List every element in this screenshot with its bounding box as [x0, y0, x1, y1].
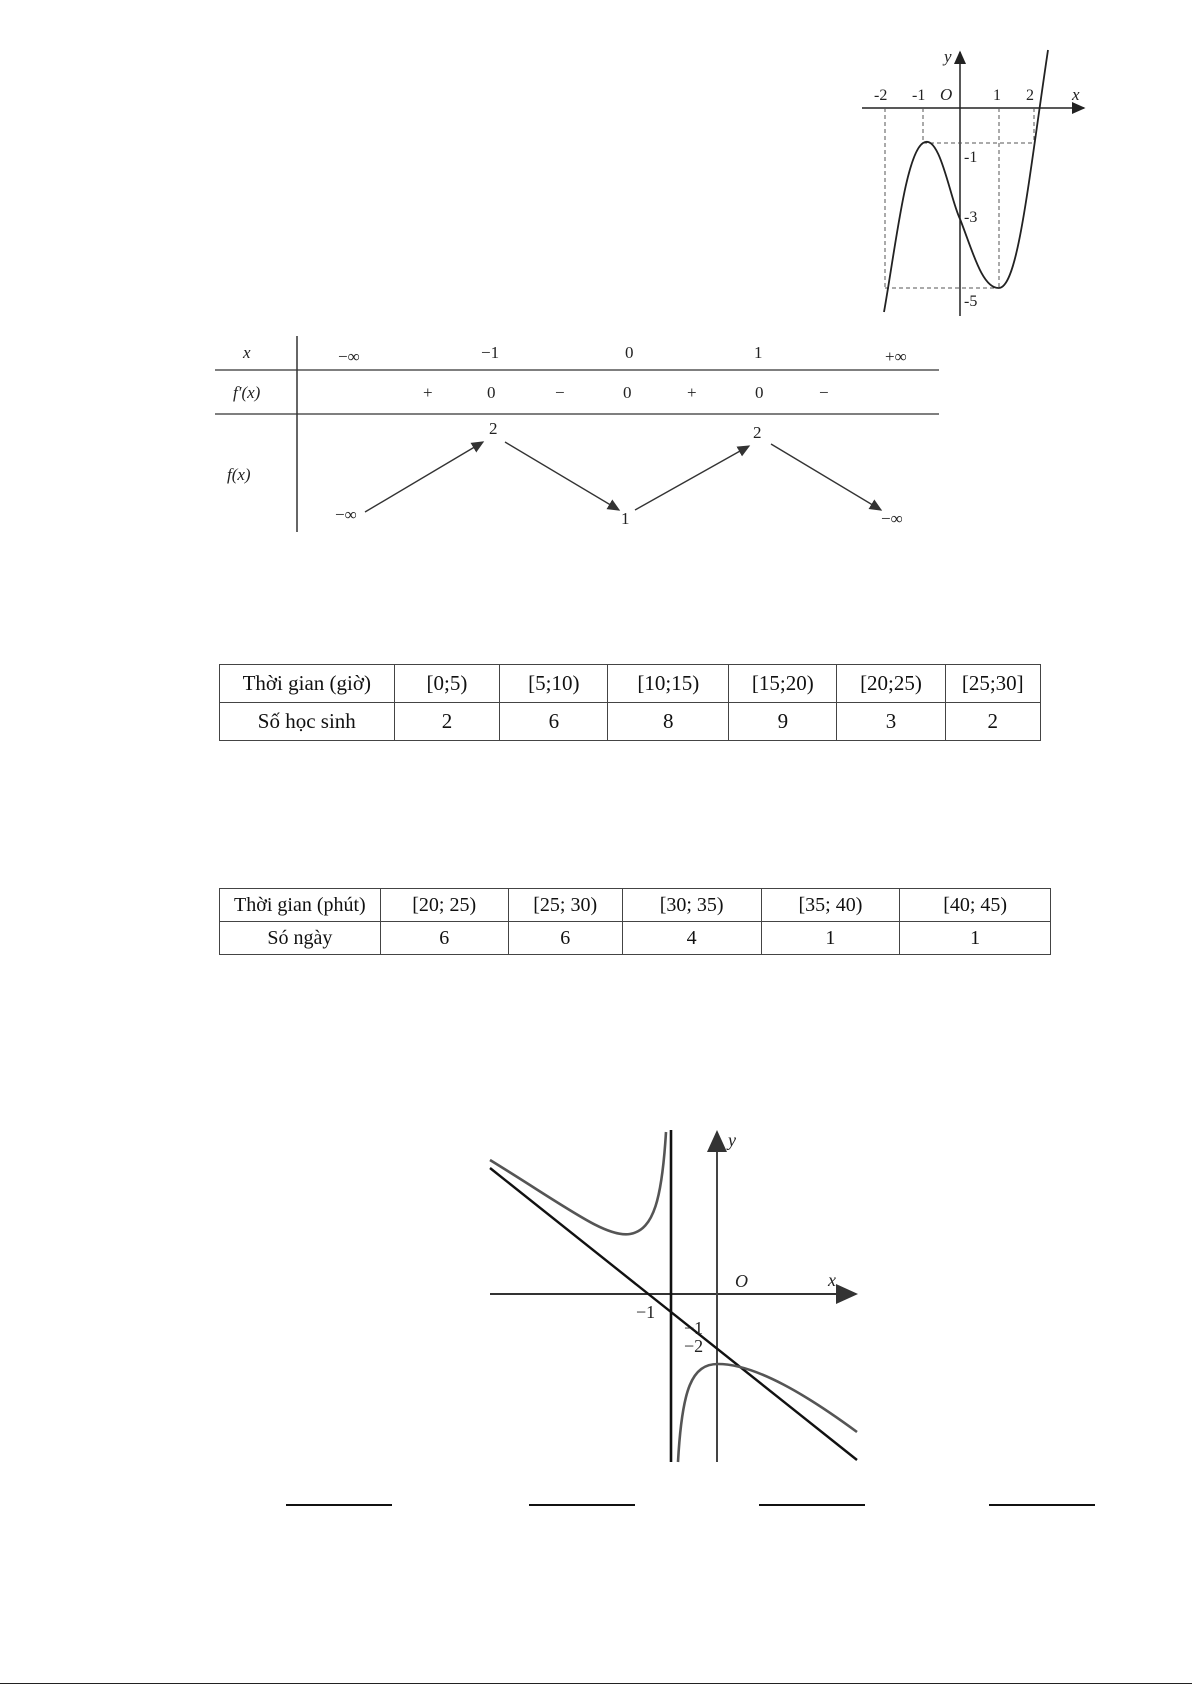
minutes-table: [219, 888, 1051, 955]
y-tick: -3: [964, 209, 978, 226]
table-header-cell: [30; 35): [622, 889, 761, 922]
table-cell: 1: [761, 922, 900, 955]
cubic-function-graph: [860, 44, 1100, 320]
y-tick: -1: [964, 149, 978, 166]
origin-label: O: [940, 85, 953, 104]
table-row: [220, 922, 1051, 955]
f-value-end: −∞: [881, 509, 903, 528]
cubic-curve: [884, 50, 1048, 312]
table-row: [220, 703, 1041, 741]
row-label-x: x: [243, 343, 251, 362]
table-header-cell: Thời gian (giờ): [220, 665, 395, 703]
table-cell: 8: [608, 703, 729, 741]
table-cell: 6: [500, 703, 608, 741]
variation-table: [215, 334, 950, 534]
derivative-sign: 0: [623, 383, 632, 402]
table-cell: 2: [394, 703, 500, 741]
answer-blank: [286, 1504, 392, 1506]
y-tick: -5: [964, 293, 978, 310]
x-value: 1: [754, 343, 763, 362]
table-row: [220, 665, 1041, 703]
x-tick: 2: [1026, 87, 1034, 104]
oblique-asymptote: [490, 1168, 857, 1460]
x-axis-label: x: [828, 1270, 836, 1290]
derivative-sign: −: [555, 383, 565, 402]
f-value-start: −∞: [335, 505, 357, 524]
f-value-max2: 2: [753, 423, 762, 442]
point-label: −2: [684, 1336, 704, 1356]
derivative-sign: 0: [487, 383, 496, 402]
table-cell: Só ngày: [220, 922, 381, 955]
x-value: +∞: [885, 347, 907, 366]
table-cell: 1: [900, 922, 1051, 955]
x-value: −∞: [338, 347, 360, 366]
row-label-f: f(x): [227, 465, 251, 484]
variation-arrows: [365, 442, 881, 512]
table-cell: 6: [508, 922, 622, 955]
table-cell: Số học sinh: [220, 703, 395, 741]
y-axis-label: y: [728, 1130, 736, 1150]
derivative-sign: +: [423, 383, 433, 402]
x-tick: -1: [912, 87, 926, 104]
table-header-cell: [5;10): [500, 665, 608, 703]
table-cell: 2: [945, 703, 1040, 741]
table-header-cell: [25;30]: [945, 665, 1040, 703]
table-header-cell: [20;25): [837, 665, 945, 703]
table-header-cell: [0;5): [394, 665, 500, 703]
x-value: 0: [625, 343, 634, 362]
table-row: [220, 889, 1051, 922]
y-axis-label: y: [944, 47, 952, 66]
origin-label: O: [735, 1271, 748, 1291]
point-label: −1: [636, 1302, 656, 1322]
table-header-cell: [35; 40): [761, 889, 900, 922]
derivative-sign: +: [687, 383, 697, 402]
x-value: −1: [481, 343, 500, 362]
row-label-derivative: f′(x): [233, 383, 261, 402]
hyperbola-upper-branch: [490, 1132, 666, 1234]
answer-blank: [759, 1504, 865, 1506]
derivative-sign: −: [819, 383, 829, 402]
answer-blank: [989, 1504, 1095, 1506]
hyperbola-lower-branch: [678, 1364, 857, 1462]
study-hours-table: [219, 664, 1041, 741]
x-tick: -2: [874, 87, 888, 104]
table-header-cell: Thời gian (phút): [220, 889, 381, 922]
x-axis-label: x: [1072, 85, 1080, 104]
table-header-cell: [25; 30): [508, 889, 622, 922]
f-value-min: 1: [621, 509, 630, 528]
point-label: −1: [684, 1318, 704, 1338]
table-cell: 4: [622, 922, 761, 955]
table-header-cell: [15;20): [729, 665, 837, 703]
table-cell: 6: [380, 922, 508, 955]
table-header-cell: [10;15): [608, 665, 729, 703]
x-tick: 1: [993, 87, 1001, 104]
hyperbola-graph: [488, 1128, 860, 1464]
answer-blank: [529, 1504, 635, 1506]
page-bottom-rule: [0, 1683, 1192, 1684]
table-header-cell: [40; 45): [900, 889, 1051, 922]
table-header-cell: [20; 25): [380, 889, 508, 922]
derivative-sign: 0: [755, 383, 764, 402]
f-value-max1: 2: [489, 419, 498, 438]
table-cell: 3: [837, 703, 945, 741]
table-cell: 9: [729, 703, 837, 741]
